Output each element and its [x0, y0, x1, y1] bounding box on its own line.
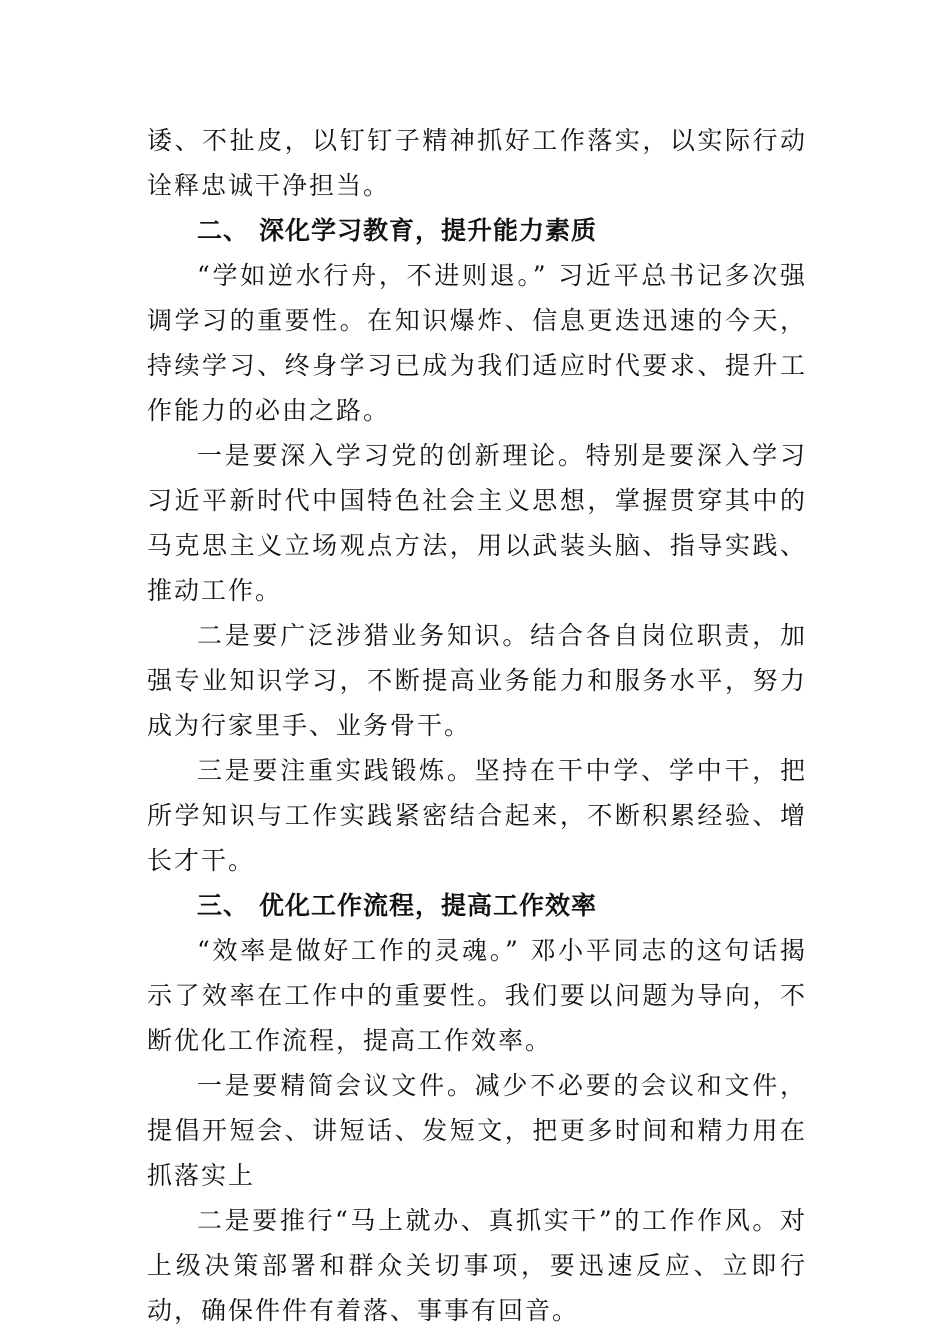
paragraph-text: “效率是做好工作的灵魂。” 邓小平同志的这句话揭示了效率在工作中的重要性。我们要以问题为导向，不断优化工作流程，提高工作效率。 — [147, 936, 807, 1055]
paragraph-continued — [147, 118, 807, 208]
paragraph-lead: 一是要深入学习党的创新理论。 — [197, 441, 586, 470]
paragraph — [147, 433, 807, 613]
paragraph-text: 诿、不扯皮，以钉钉子精神抓好工作落实，以实际行动诠释忠诚干净担当。 — [147, 126, 807, 200]
paragraph — [147, 748, 807, 883]
paragraph — [147, 1198, 807, 1333]
paragraph — [147, 613, 807, 748]
section-heading-3 — [147, 883, 807, 928]
paragraph-lead: 二是要广泛涉猎业务知识。 — [197, 621, 531, 650]
paragraph-lead: 二是要推行“马上就办、真抓实干”的工作作风。 — [197, 1206, 780, 1235]
paragraph-text: 对上级决策部署和群众关切事项，要迅速反应、立即行动，确保件件有着落、事事有回音。 — [147, 1206, 807, 1325]
section-heading-2 — [147, 208, 807, 253]
paragraph-text: 特别是要深入学习习近平新时代中国特色社会主义思想，掌握贯穿其中的马克思主义立场观点方法，用以武装头脑、指导实践、推动工作。 — [147, 441, 807, 605]
section-number: 三、 — [197, 891, 250, 920]
paragraph-text: 结合各自岗位职责，加强专业知识学习，不断提高业务能力和服务水平，努力成为行家里手、业务骨干。 — [147, 621, 807, 740]
paragraph-text: 坚持在干中学、学中干，把所学知识与工作实践紧密结合起来，不断积累经验、增长才干。 — [147, 756, 807, 875]
paragraph — [147, 928, 807, 1063]
section-title: 深化学习教育，提升能力素质 — [259, 216, 598, 245]
section-number: 二、 — [197, 216, 250, 245]
document-body — [147, 118, 807, 1333]
section-title: 优化工作流程，提高工作效率 — [259, 891, 598, 920]
paragraph — [147, 1063, 807, 1198]
paragraph-lead: 三是要注重实践锻炼。 — [197, 756, 475, 785]
paragraph-text: 减少不必要的会议和文件，提倡开短会、讲短话、发短文，把更多时间和精力用在抓落实上 — [147, 1071, 807, 1190]
paragraph-lead: 一是要精简会议文件。 — [197, 1071, 475, 1100]
paragraph-text: “学如逆水行舟，不进则退。” 习近平总书记多次强调学习的重要性。在知识爆炸、信息更迭迅速的今天，持续学习、终身学习已成为我们适应时代要求、提升工作能力的必由之路。 — [147, 261, 807, 425]
paragraph — [147, 253, 807, 433]
